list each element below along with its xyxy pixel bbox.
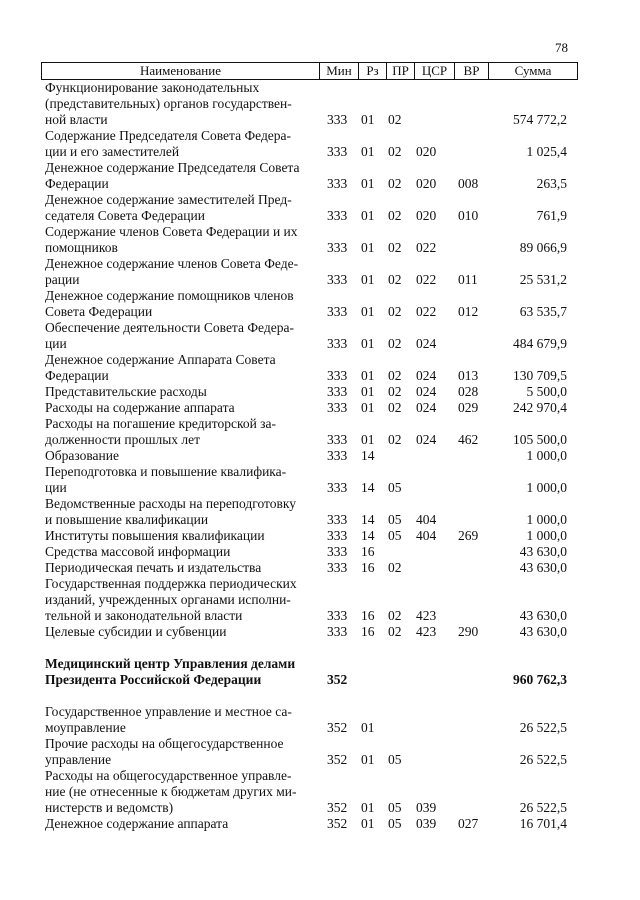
cell-sum: 43 630,0: [519, 560, 567, 575]
cell-pr: 02: [388, 384, 402, 399]
cell-vr: 010: [458, 208, 479, 223]
cell-name: Средства массовой информации: [45, 544, 231, 559]
cell-csr: 039: [416, 816, 437, 831]
cell-min: 333: [327, 400, 348, 415]
cell-name: Государственное управление и местное са- моуправление: [45, 704, 292, 735]
cell-min: 333: [327, 432, 348, 447]
cell-name: Расходы на общегосударственное управле- ние (не отнесенные к бюджетам других ми- нистерств и ведомств): [45, 768, 297, 815]
cell-rz: 14: [361, 512, 375, 527]
cell-rz: 16: [361, 624, 375, 639]
table-row: [41, 80, 578, 128]
cell-min: 333: [327, 336, 348, 351]
cell-min: 333: [327, 144, 348, 159]
cell-min: 352: [327, 720, 348, 735]
cell-csr: 024: [416, 368, 437, 383]
cell-min: 333: [327, 544, 348, 559]
cell-sum: 484 679,9: [513, 336, 567, 351]
page-number: 78: [555, 40, 568, 55]
cell-sum: 574 772,2: [513, 112, 567, 127]
cell-csr: 022: [416, 240, 437, 255]
cell-name: Медицинский центр Управления делами Президента Российской Федерации: [45, 656, 296, 687]
cell-csr: 024: [416, 400, 437, 415]
table-header: [41, 62, 578, 80]
header-vr: ВР: [454, 63, 488, 79]
cell-name: Содержание членов Совета Федерации и их помощников: [45, 224, 298, 255]
table-row: [41, 656, 578, 688]
cell-vr: 290: [458, 624, 479, 639]
cell-rz: 01: [361, 752, 375, 767]
cell-csr: 039: [416, 800, 437, 815]
cell-min: 352: [327, 752, 348, 767]
cell-pr: 02: [388, 144, 402, 159]
cell-sum: 43 630,0: [519, 608, 567, 623]
table-row: [41, 288, 578, 320]
table-row: [41, 560, 578, 576]
cell-pr: 02: [388, 336, 402, 351]
budget-table: [41, 62, 578, 832]
cell-rz: 01: [361, 336, 375, 351]
cell-pr: 02: [388, 432, 402, 447]
cell-name: Целевые субсидии и субвенции: [45, 624, 227, 639]
cell-sum: 263,5: [536, 176, 567, 191]
cell-sum: 130 709,5: [513, 368, 567, 383]
cell-name: Периодическая печать и издательства: [45, 560, 262, 575]
cell-min: 333: [327, 608, 348, 623]
cell-sum: 960 762,3: [513, 672, 567, 687]
cell-rz: 01: [361, 368, 375, 383]
cell-csr: 404: [416, 512, 437, 527]
cell-rz: 01: [361, 176, 375, 191]
cell-rz: 01: [361, 432, 375, 447]
cell-rz: 16: [361, 608, 375, 623]
cell-csr: 024: [416, 336, 437, 351]
cell-rz: 01: [361, 800, 375, 815]
cell-vr: 013: [458, 368, 479, 383]
table-row: [41, 624, 578, 640]
cell-name: Денежное содержание членов Совета Феде- рации: [45, 256, 299, 287]
cell-name: Денежное содержание аппарата: [45, 816, 229, 831]
cell-sum: 26 522,5: [519, 752, 567, 767]
cell-name: Ведомственные расходы на переподготовку и повышение квалификации: [45, 496, 296, 527]
header-rz: Рз: [358, 63, 386, 79]
cell-min: 333: [327, 448, 348, 463]
cell-rz: 01: [361, 816, 375, 831]
cell-vr: 008: [458, 176, 479, 191]
cell-min: 333: [327, 240, 348, 255]
cell-pr: 02: [388, 368, 402, 383]
cell-name: Обеспечение деятельности Совета Федера- ции: [45, 320, 294, 351]
cell-csr: 020: [416, 176, 437, 191]
cell-csr: 024: [416, 384, 437, 399]
cell-pr: 02: [388, 272, 402, 287]
header-name: Наименование: [140, 63, 221, 78]
cell-pr: 05: [388, 816, 402, 831]
table-row: [41, 416, 578, 448]
cell-min: 333: [327, 368, 348, 383]
cell-name: Содержание Председателя Совета Федера- ции и его заместителей: [45, 128, 292, 159]
cell-csr: 020: [416, 144, 437, 159]
cell-pr: 02: [388, 608, 402, 623]
cell-min: 333: [327, 528, 348, 543]
cell-rz: 01: [361, 720, 375, 735]
cell-csr: 423: [416, 608, 437, 623]
table-row: [41, 528, 578, 544]
cell-min: 333: [327, 272, 348, 287]
table-row: [41, 256, 578, 288]
cell-min: 333: [327, 384, 348, 399]
cell-sum: 43 630,0: [519, 624, 567, 639]
cell-min: 333: [327, 624, 348, 639]
cell-vr: 027: [458, 816, 479, 831]
cell-sum: 1 000,0: [526, 480, 567, 495]
cell-name: Образование: [45, 448, 119, 463]
cell-sum: 43 630,0: [519, 544, 567, 559]
table-row: [41, 576, 578, 624]
table-row: [41, 352, 578, 384]
cell-sum: 105 500,0: [513, 432, 567, 447]
table-row: [41, 464, 578, 496]
table-row: [41, 544, 578, 560]
cell-sum: 89 066,9: [519, 240, 567, 255]
cell-rz: 01: [361, 144, 375, 159]
table-row: [41, 224, 578, 256]
cell-min: 333: [327, 112, 348, 127]
cell-pr: 02: [388, 624, 402, 639]
cell-min: 333: [327, 512, 348, 527]
cell-csr: 020: [416, 208, 437, 223]
cell-csr: 024: [416, 432, 437, 447]
cell-vr: 028: [458, 384, 479, 399]
cell-sum: 1 000,0: [526, 448, 567, 463]
cell-sum: 25 531,2: [519, 272, 567, 287]
cell-name: Денежное содержание Председателя Совета Федерации: [45, 160, 300, 191]
cell-rz: 16: [361, 560, 375, 575]
cell-name: Переподготовка и повышение квалифика- ции: [45, 464, 287, 495]
cell-vr: 269: [458, 528, 479, 543]
cell-name: Денежное содержание помощников членов Совета Федерации: [45, 288, 294, 319]
cell-pr: 05: [388, 480, 402, 495]
cell-rz: 01: [361, 112, 375, 127]
cell-min: 333: [327, 176, 348, 191]
cell-name: Институты повышения квалификации: [45, 528, 265, 543]
header-pr: ПР: [386, 63, 414, 79]
cell-sum: 761,9: [536, 208, 567, 223]
cell-pr: 02: [388, 304, 402, 319]
cell-pr: 02: [388, 240, 402, 255]
table-row: [41, 160, 578, 192]
cell-min: 333: [327, 560, 348, 575]
cell-rz: 14: [361, 528, 375, 543]
table-row: [41, 768, 578, 816]
cell-min: 333: [327, 304, 348, 319]
cell-name: Представительские расходы: [45, 384, 207, 399]
cell-csr: 022: [416, 272, 437, 287]
cell-sum: 16 701,4: [519, 816, 567, 831]
cell-sum: 26 522,5: [519, 720, 567, 735]
cell-pr: 02: [388, 400, 402, 415]
cell-vr: 029: [458, 400, 479, 415]
cell-sum: 63 535,7: [519, 304, 567, 319]
table-row: [41, 192, 578, 224]
cell-min: 352: [327, 816, 348, 831]
cell-pr: 02: [388, 176, 402, 191]
cell-name: Государственная поддержка периодических изданий, учрежденных органами исполни- тельной и законодательной власти: [45, 576, 297, 623]
cell-name: Расходы на содержание аппарата: [45, 400, 235, 415]
cell-vr: 012: [458, 304, 479, 319]
cell-rz: 14: [361, 480, 375, 495]
cell-rz: 01: [361, 208, 375, 223]
cell-pr: 02: [388, 560, 402, 575]
cell-sum: 242 970,4: [513, 400, 567, 415]
cell-sum: 1 025,4: [526, 144, 567, 159]
cell-pr: 05: [388, 512, 402, 527]
cell-rz: 01: [361, 384, 375, 399]
cell-sum: 26 522,5: [519, 800, 567, 815]
cell-rz: 01: [361, 400, 375, 415]
cell-rz: 16: [361, 544, 375, 559]
cell-pr: 05: [388, 752, 402, 767]
cell-name: Денежное содержание Аппарата Совета Федерации: [45, 352, 276, 383]
cell-csr: 022: [416, 304, 437, 319]
table-row: [41, 384, 578, 400]
header-sum: Сумма: [488, 63, 577, 79]
cell-csr: 423: [416, 624, 437, 639]
cell-sum: 5 500,0: [526, 384, 567, 399]
cell-csr: 404: [416, 528, 437, 543]
cell-pr: 02: [388, 208, 402, 223]
cell-rz: 01: [361, 240, 375, 255]
table-row: [41, 320, 578, 352]
cell-vr: 462: [458, 432, 479, 447]
section-gap: [41, 688, 578, 704]
cell-pr: 02: [388, 112, 402, 127]
cell-min: 333: [327, 208, 348, 223]
cell-name: Расходы на погашение кредиторской за- долженности прошлых лет: [45, 416, 276, 447]
cell-sum: 1 000,0: [526, 512, 567, 527]
cell-rz: 01: [361, 272, 375, 287]
table-row: [41, 496, 578, 528]
section-gap: [41, 640, 578, 656]
cell-name: Прочие расходы на общегосударственное управление: [45, 736, 284, 767]
table-row: [41, 816, 578, 832]
cell-name: Денежное содержание заместителей Пред- седателя Совета Федерации: [45, 192, 292, 223]
cell-vr: 011: [458, 272, 478, 287]
table-row: [41, 448, 578, 464]
cell-pr: 05: [388, 800, 402, 815]
table-row: [41, 128, 578, 160]
cell-rz: 14: [361, 448, 375, 463]
cell-min: 352: [327, 672, 348, 687]
table-body: [41, 80, 578, 832]
cell-min: 333: [327, 480, 348, 495]
cell-name: Функционирование законодательных (представительных) органов государствен- ной власти: [45, 80, 292, 127]
header-min: Мин: [319, 63, 358, 79]
cell-rz: 01: [361, 304, 375, 319]
cell-sum: 1 000,0: [526, 528, 567, 543]
table-row: [41, 704, 578, 736]
table-row: [41, 400, 578, 416]
header-csr: ЦСР: [414, 63, 454, 79]
cell-pr: 05: [388, 528, 402, 543]
table-row: [41, 736, 578, 768]
cell-min: 352: [327, 800, 348, 815]
